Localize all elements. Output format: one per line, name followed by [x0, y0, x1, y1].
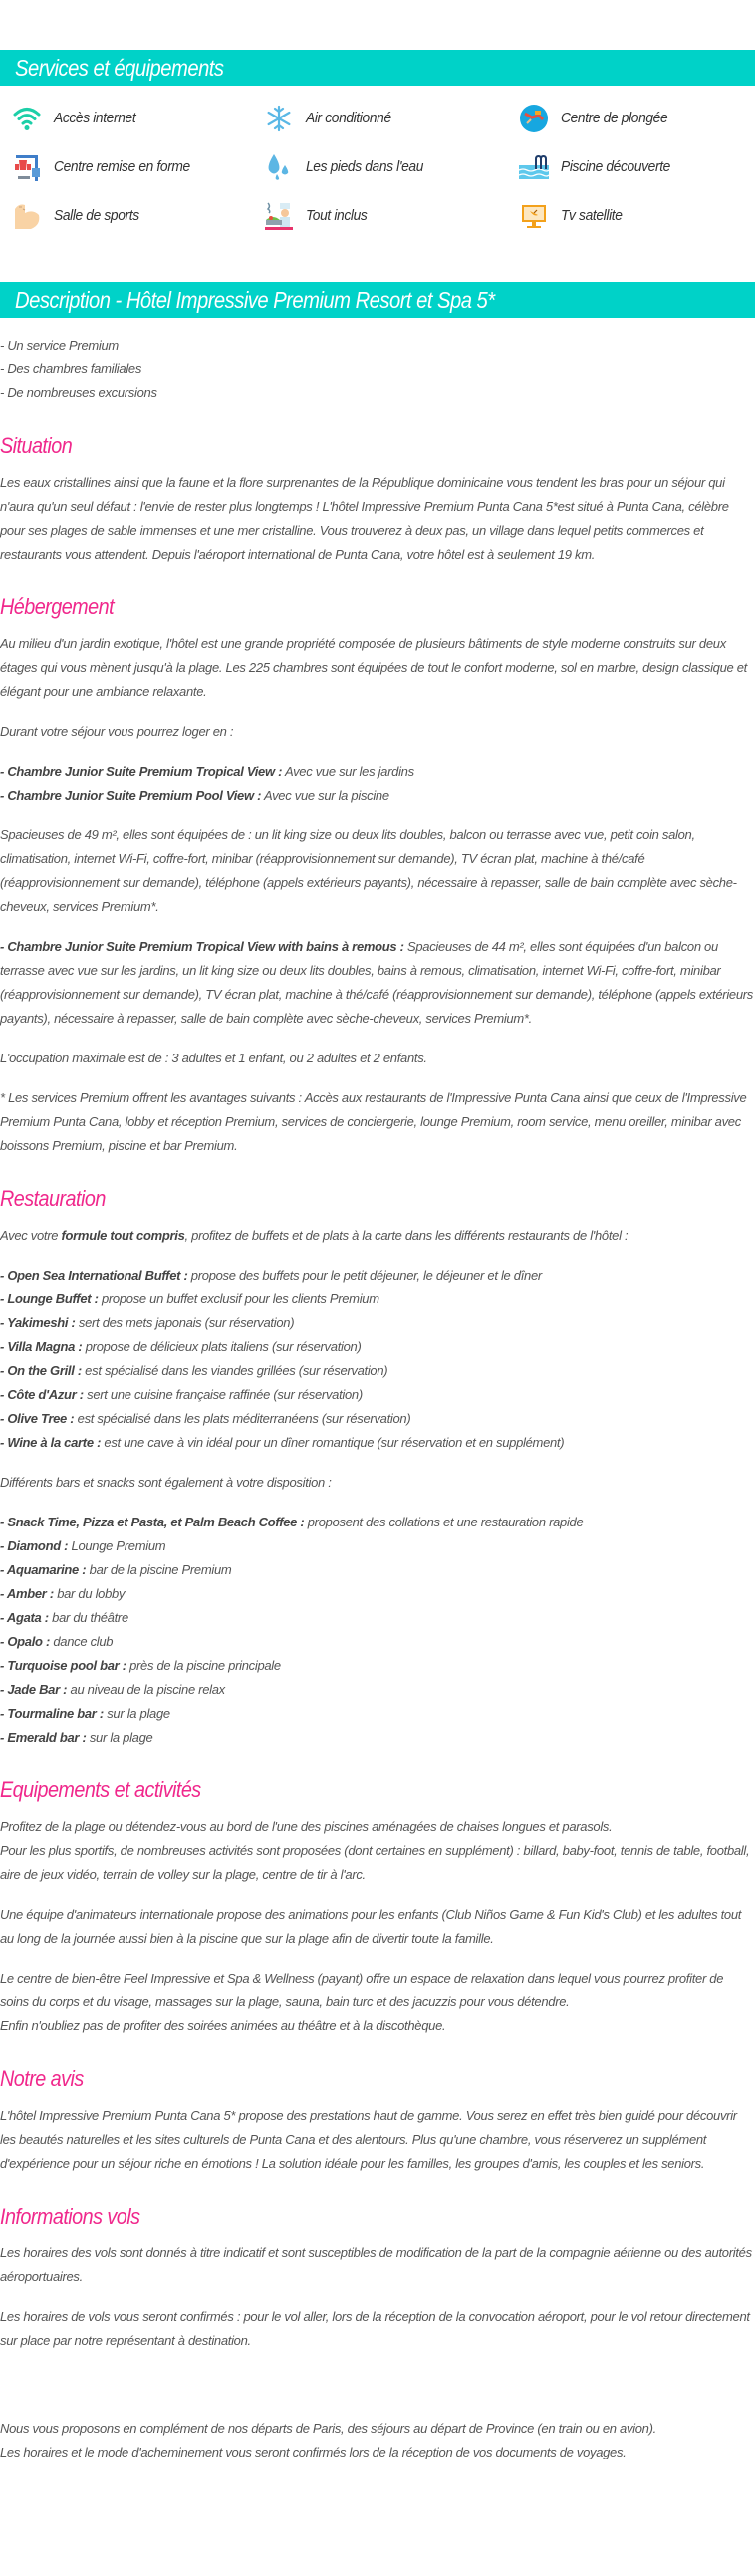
premium-note: * Les services Premium offrent les avantages suivants : Accès aux restaurants de l'Impressive Punta Cana ainsi que ceux de l'Impressive Premium Punta Cana, lobby et réception Premium, services de conciergerie, lounge Premium, room service, menu oreiller, minibar avec boissons Premium, piscine et bar Premium. — [0, 1090, 747, 1153]
hebergement-intro: Au milieu d'un jardin exotique, l'hôtel est une grande propriété composée de plusieurs bâtiments de style moderne construits sur deux étages qui vous mènent jusqu'à la plage. Les 225 chambres sont équipées de tout le confort moderne, sol en marbre, design classique et élégant pour une ambiance relaxante. — [0, 636, 747, 699]
bar-item: - Tourmaline bar : sur la plage — [0, 1706, 170, 1721]
chef-food-icon — [264, 201, 294, 231]
wifi-icon — [12, 104, 42, 133]
bar-item: - Agata : bar du théâtre — [0, 1610, 128, 1625]
bar-item: - Opalo : dance club — [0, 1634, 114, 1649]
pool-ladder-icon — [519, 152, 549, 182]
water-drops-icon — [264, 152, 294, 182]
restaurants-list — [0, 1264, 755, 1455]
description-header — [0, 282, 755, 318]
activites-paragraph-3: Le centre de bien-être Feel Impressive et Spa & Wellness (payant) offre un espace de relaxation dans lequel vous pourrez profiter de soins du corps et du visage, massages sur la plage, sauna, bain turc et des jacuzzis pour vous détendre. Enfin n'oubliez pas de profiter des soirées animées au théâtre et à la discothèque. — [0, 1971, 724, 2033]
occupancy-text: L'occupation maximale est de : 3 adultes et 1 enfant, ou 2 adultes et 2 enfants. — [0, 1051, 427, 1065]
activites-paragraph-2: Une équipe d'animateurs internationale propose des animations pour les enfants (Club Niños Game & Fun Kid's Club) et les adultes tout au long de la journée aussi bien à la piscine que sur la plage afin de divertir toute la famille. — [0, 1907, 742, 1946]
highlight-item: - De nombreuses excursions — [0, 385, 157, 400]
restaurant-item: - Open Sea International Buffet : propose des buffets pour le petit déjeuner, le déjeuner et le dîner — [0, 1268, 542, 1283]
stay-intro: Durant votre séjour vous pourrez loger en : — [0, 724, 234, 739]
spacer — [0, 2369, 755, 2417]
highlight-item: - Des chambres familiales — [0, 361, 142, 376]
bars-intro: Différents bars et snacks sont également à votre disposition : — [0, 1475, 332, 1490]
bar-item: - Turquoise pool bar : près de la piscine principale — [0, 1658, 281, 1673]
diver-icon — [519, 104, 549, 133]
vols-paragraph-2: Les horaires de vols vous seront confirmés : pour le vol aller, lors de la réception de la convocation aéroport, pour le vol retour directement sur place par notre représentant à destination. — [0, 2309, 750, 2348]
bar-item: - Aquamarine : bar de la piscine Premium — [0, 1562, 232, 1577]
service-air-conditioning: Air conditionné — [264, 99, 519, 137]
restaurant-item: - On the Grill : est spécialisé dans les viandes grillées (sur réservation) — [0, 1363, 388, 1378]
restaurant-item: - Côte d'Azur : sert une cuisine française raffinée (sur réservation) — [0, 1387, 363, 1402]
restauration-intro: Avec votre formule tout compris, profitez de buffets et de plats à la carte dans les différents restaurants de l'hôtel : — [0, 1228, 629, 1243]
service-fitness-center: Centre remise en forme — [12, 147, 264, 186]
bar-item: - Diamond : Lounge Premium — [0, 1538, 166, 1553]
section-heading-avis: Notre avis — [0, 2066, 84, 2091]
bars-list — [0, 1511, 755, 1750]
restaurant-item: - Olive Tree : est spécialisé dans les plats méditerranéens (sur réservation) — [0, 1411, 411, 1426]
section-heading-situation: Situation — [0, 433, 73, 458]
section-heading-hebergement: Hébergement — [0, 594, 115, 619]
highlights-list — [0, 334, 755, 405]
bar-item: - Emerald bar : sur la plage — [0, 1730, 153, 1745]
room-types-list — [0, 760, 755, 808]
restaurant-item: - Lounge Buffet : propose un buffet exclusif pour les clients Premium — [0, 1291, 379, 1306]
jacuzzi-room: - Chambre Junior Suite Premium Tropical View with bains à remous : Spacieuses de 44 m², elles sont équipées d'un balcon ou terrasse avec vue sur les jardins, un lit king size ou deux lits doubles, bains à remous, climatisation, internet Wi-Fi, coffre-fort, minibar (réapprovisionnement sur demande), TV écran plat, machine à thé/café (réapprovisionnement sur demande), téléphone (appels extérieurs payants), nécessaire à repasser, salle de bain complète avec sèche-cheveux, services Premium*. — [0, 939, 754, 1026]
avis-text: L'hôtel Impressive Premium Punta Cana 5* propose des prestations haut de gamme. Vous serez en effet très bien guidé pour découvrir les beautés naturelles et les sites culturels de Punta Cana et des alentours. Plus qu'une chambre, vous réserverez un supplément d'expérience pour un séjour riche en émotions ! La solution idéale pour les familles, les groupes d'amis, les couples et les seniors. — [0, 2108, 737, 2171]
service-all-inclusive: Tout inclus — [264, 196, 519, 235]
restaurant-item: - Wine à la carte : est une cave à vin idéal pour un dîner romantique (sur réservation et en supplément) — [0, 1435, 565, 1450]
service-gym: Salle de sports — [12, 196, 264, 235]
section-heading-vols: Informations vols — [0, 2204, 140, 2228]
service-diving-center: Centre de plongée — [519, 99, 755, 137]
activites-paragraph-1: Profitez de la plage ou détendez-vous au bord de l'une des piscines aménagées de chaises longues et parasols. Pour les plus sportifs, de nombreuses activités sont proposées (dont certaines en supplément) : billard, baby-foot, tennis de table, football, aire de jeux vidéo, terrain de volley sur la plage, centre de tir à l'arc. — [0, 1819, 750, 1882]
bar-item: - Snack Time, Pizza et Pasta, et Palm Beach Coffee : proposent des collations et une restauration rapide — [0, 1515, 584, 1529]
service-beachfront: Les pieds dans l'eau — [264, 147, 519, 186]
gym-machine-icon — [12, 152, 42, 182]
services-title: Services et équipements — [15, 55, 224, 81]
vols-paragraph-3: Nous vous proposons en complément de nos départs de Paris, des séjours au départ de Province (en train ou en avion). Les horaires et le mode d'acheminement vous seront confirmés lors de la réception de vos documents de voyages. — [0, 2421, 656, 2459]
services-grid — [0, 86, 755, 235]
room-type-item: - Chambre Junior Suite Premium Pool View : Avec vue sur la piscine — [0, 788, 389, 803]
service-internet: Accès internet — [12, 99, 264, 137]
services-header — [0, 50, 755, 86]
restaurant-item: - Yakimeshi : sert des mets japonais (sur réservation) — [0, 1315, 295, 1330]
description-title: Description - Hôtel Impressive Premium Resort et Spa 5* — [15, 287, 495, 313]
situation-text: Les eaux cristallines ainsi que la faune et la flore surprenantes de la République dominicaine vous tendent les bras pour un séjour qui n'aura qu'un seul défaut : l'envie de rester plus longtemps ! L'hôtel Impressive Premium Punta Cana 5*est situé à Punta Cana, célèbre pour ses plages de sable immenses et une mer cristalline. Vous trouverez à deux pas, un village dans lequel petits commerces et restaurants vous attendent. Depuis l'aéroport international de Punta Cana, votre hôtel est à seulement 19 km. — [0, 475, 729, 562]
bar-item: - Amber : bar du lobby — [0, 1586, 126, 1601]
section-heading-restauration: Restauration — [0, 1186, 106, 1211]
flexed-arm-icon — [12, 201, 42, 231]
room-type-item: - Chambre Junior Suite Premium Tropical View : Avec vue sur les jardins — [0, 764, 414, 779]
snowflake-icon — [264, 104, 294, 133]
service-satellite-tv: Tv satellite — [519, 196, 755, 235]
rooms-detail: Spacieuses de 49 m², elles sont équipées de : un lit king size ou deux lits doubles, balcon ou terrasse avec vue, petit coin salon, climatisation, internet Wi-Fi, coffre-fort, minibar (réapprovisionnement sur demande), TV écran plat, machine à thé/café (réapprovisionnement sur demande), téléphone (appels extérieurs payants), nécessaire à repasser, salle de bain complète avec sèche-cheveux, services Premium*. — [0, 827, 737, 914]
satellite-tv-icon — [519, 201, 549, 231]
restaurant-item: - Villa Magna : propose de délicieux plats italiens (sur réservation) — [0, 1339, 362, 1354]
highlight-item: - Un service Premium — [0, 338, 119, 352]
vols-paragraph-1: Les horaires des vols sont donnés à titre indicatif et sont susceptibles de modification de la part de la compagnie aérienne ou des autorités aéroportuaires. — [0, 2245, 752, 2284]
service-outdoor-pool: Piscine découverte — [519, 147, 755, 186]
section-heading-activites: Equipements et activités — [0, 1777, 201, 1802]
bar-item: - Jade Bar : au niveau de la piscine relax — [0, 1682, 225, 1697]
